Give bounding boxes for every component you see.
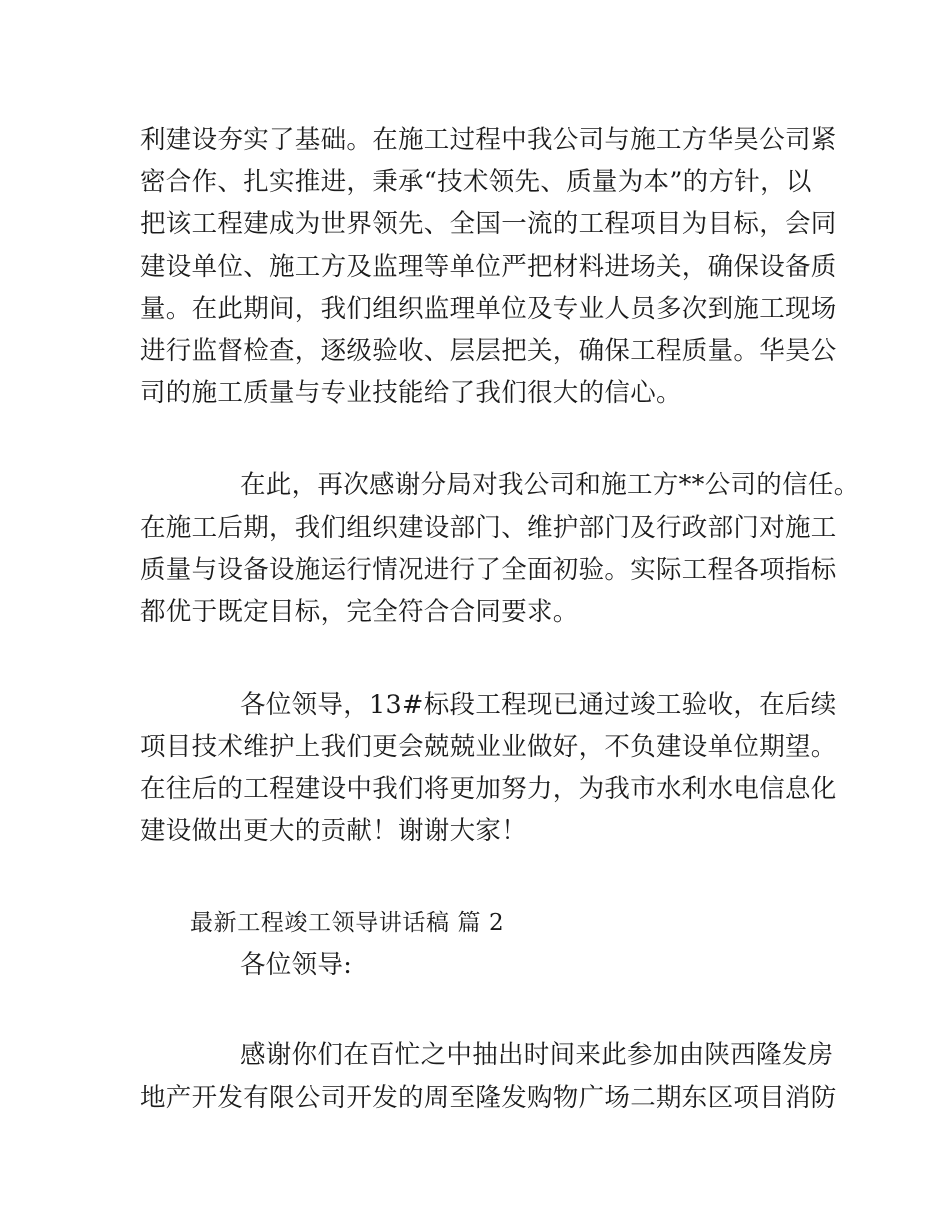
paragraph-3-line-3: 在往后的工程建设中我们将更加努力，为我市水利水电信息化 xyxy=(140,774,837,804)
paragraph-1-line-2: 密合作、扎实推进，秉承“技术领先、质量为本”的方针，以 xyxy=(140,167,812,197)
paragraph-4-line-2: 地产开发有限公司开发的周至隆发购物广场二期东区项目消防 xyxy=(140,1083,837,1113)
paragraph-2-line-1: 在此，再次感谢分局对我公司和施工方**公司的信任。 xyxy=(240,470,860,500)
paragraph-4-line-1: 感谢你们在百忙之中抽出时间来此参加由陕西隆发房 xyxy=(240,1040,834,1070)
section-2-heading: 最新工程竣工领导讲话稿 篇 2 xyxy=(190,910,505,936)
section-2-salutation: 各位领导: xyxy=(240,950,353,980)
paragraph-1-line-1: 利建设夯实了基础。在施工过程中我公司与施工方华昊公司紧 xyxy=(140,125,837,155)
paragraph-2-line-2: 在施工后期，我们组织建设部门、维护部门及行政部门对施工 xyxy=(140,513,837,543)
paragraph-3-line-4: 建设做出更大的贡献！谢谢大家！ xyxy=(140,816,528,846)
paragraph-3-line-2: 项目技术维护上我们更会兢兢业业做好，不负建设单位期望。 xyxy=(140,732,837,762)
paragraph-1-line-4: 建设单位、施工方及监理等单位严把材料进场关，确保设备质 xyxy=(140,252,837,282)
paragraph-2-line-3: 质量与设备设施运行情况进行了全面初验。实际工程各项指标 xyxy=(140,555,837,585)
paragraph-1-line-5: 量。在此期间，我们组织监理单位及专业人员多次到施工现场 xyxy=(140,294,837,324)
paragraph-1-line-7: 司的施工质量与专业技能给了我们很大的信心。 xyxy=(140,378,682,408)
paragraph-2-line-4: 都优于既定目标，完全符合合同要求。 xyxy=(140,597,579,627)
paragraph-1-line-3: 把该工程建成为世界领先、全国一流的工程项目为目标，会同 xyxy=(140,209,837,239)
paragraph-1-line-6: 进行监督检查，逐级验收、层层把关，确保工程质量。华昊公 xyxy=(140,336,837,366)
paragraph-3-line-1: 各位领导，13#标段工程现已通过竣工验收，在后续 xyxy=(240,690,837,720)
